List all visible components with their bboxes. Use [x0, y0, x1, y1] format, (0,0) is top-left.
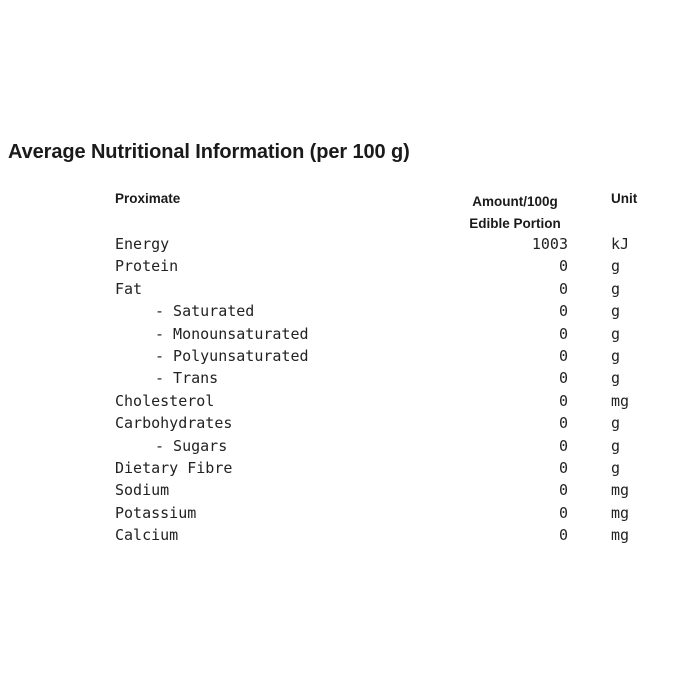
nutrient-amount: 0	[558, 369, 568, 388]
table-row	[0, 412, 700, 434]
column-header-amount-line2: Edible Portion	[469, 216, 561, 231]
nutrient-unit: mg	[611, 503, 630, 522]
column-header-unit: Unit	[611, 191, 638, 206]
nutrient-amount: 0	[558, 436, 568, 455]
nutrient-name: Cholesterol	[115, 391, 215, 410]
nutrient-name: Dietary Fibre	[115, 458, 233, 477]
nutrient-amount: 0	[558, 481, 568, 500]
table-row	[0, 524, 700, 546]
column-header-amount-line1: Amount/100g	[472, 194, 558, 209]
nutrient-unit: mg	[611, 391, 630, 410]
nutrient-unit: g	[611, 436, 621, 455]
table-row	[0, 367, 700, 389]
table-row	[0, 502, 700, 524]
nutrient-amount: 0	[558, 458, 568, 477]
nutrient-name: Sodium	[115, 481, 170, 500]
nutrient-unit: g	[611, 257, 621, 276]
table-row	[0, 323, 700, 345]
nutrient-unit: g	[611, 369, 621, 388]
nutrient-name: - Sugars	[155, 436, 228, 455]
nutrient-amount: 0	[558, 257, 568, 276]
nutrient-name: - Saturated	[155, 302, 255, 321]
nutrient-amount: 1003	[531, 235, 568, 253]
nutrient-unit: g	[611, 279, 621, 298]
nutrient-name: Protein	[115, 257, 179, 276]
nutrient-amount: 0	[558, 503, 568, 522]
nutrient-unit: g	[611, 324, 621, 343]
nutrient-name: Calcium	[115, 526, 179, 545]
table-row	[0, 435, 700, 457]
table-row	[0, 345, 700, 367]
table-row	[0, 300, 700, 322]
nutrient-name: Energy	[115, 235, 170, 253]
nutrient-unit: mg	[611, 481, 630, 500]
nutrition-table	[0, 233, 700, 546]
page-title: Average Nutritional Information (per 100 g)	[8, 141, 410, 163]
nutrient-unit: g	[611, 302, 621, 321]
nutrient-unit: mg	[611, 526, 630, 545]
table-row	[0, 390, 700, 412]
table-row	[0, 233, 700, 255]
nutrient-name: Potassium	[115, 503, 197, 522]
nutrient-name: - Polyunsaturated	[155, 346, 309, 365]
table-row	[0, 278, 700, 300]
column-header-amount	[455, 191, 575, 235]
nutrient-amount: 0	[558, 324, 568, 343]
table-row	[0, 255, 700, 277]
nutrient-unit: g	[611, 458, 621, 477]
nutrient-amount: 0	[558, 302, 568, 321]
nutrient-amount: 0	[558, 391, 568, 410]
nutrient-unit: g	[611, 414, 621, 433]
nutrient-name: - Monounsaturated	[155, 324, 309, 343]
nutrient-amount: 0	[558, 414, 568, 433]
nutrient-amount: 0	[558, 346, 568, 365]
nutrient-unit: g	[611, 346, 621, 365]
nutrient-unit: kJ	[611, 235, 630, 253]
nutrient-name: - Trans	[155, 369, 219, 388]
column-header-proximate: Proximate	[115, 191, 181, 206]
table-row	[0, 457, 700, 479]
table-row	[0, 479, 700, 501]
nutrient-amount: 0	[558, 526, 568, 545]
nutrient-name: Fat	[115, 279, 143, 298]
nutrient-name: Carbohydrates	[115, 414, 233, 433]
nutrient-amount: 0	[558, 279, 568, 298]
